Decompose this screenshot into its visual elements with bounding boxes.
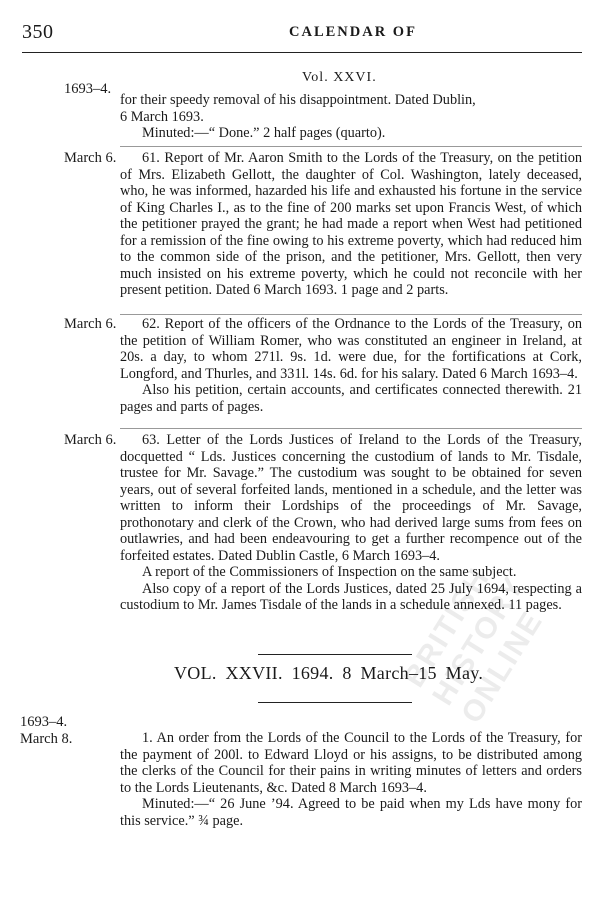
entry-63 — [120, 432, 582, 614]
running-title: CALENDAR OF — [289, 24, 417, 40]
entry-divider — [120, 314, 582, 315]
minuted-note: Minuted:—“ Done.” 2 half pages (quarto). — [142, 125, 386, 141]
margin-year: 1693–4. — [64, 81, 112, 97]
continuation-line: 6 March 1693. — [120, 108, 204, 125]
entry-1-minuted: Minuted:—“ 26 June ’94. Agreed to be paid when my Lds have mony for this service.” ¾ page. — [120, 796, 582, 829]
entry-date: March 6. — [64, 316, 117, 332]
entry-1-text: 1. An order from the Lords of the Council to the Lords of the Treasury, for the payment of 200l. to Edward Lloyd or his assigns, to be distributed among the clerks of the Council for their pains in writing minutes of letters and orders to the Lords Lieutenants, &c. Dated 8 March 1693–4. — [120, 730, 582, 796]
entry-1 — [120, 730, 582, 829]
entry-62-text: 62. Report of the officers of the Ordnance to the Lords of the Treasury, on the petition of William Romer, who was constituted an engineer in Ireland, at 20s. a day, to whom 271l. 9s. 1d. were due, for the fortifications at Cork, Longford, and Thurles, and 331l. 14s. 6d. for his salary. Dated 6 March 1693–4. — [120, 316, 582, 382]
entry-63-extra2: Also copy of a report of the Lords Justices, dated 25 July 1694, respecting a custodium to Mr. James Tisdale of the lands in a schedule annexed. 11 pages. — [120, 580, 582, 613]
volume-heading: VOL. XXVII. 1694. 8 March–15 May. — [174, 663, 484, 683]
entry-divider — [120, 146, 582, 147]
volume-label: Vol. XXVI. — [302, 70, 377, 85]
entry-divider — [120, 428, 582, 429]
continuation-paragraph — [120, 92, 582, 142]
header-rule — [22, 52, 582, 53]
section-rule — [258, 654, 412, 655]
margin-year: 1693–4. — [20, 714, 68, 730]
section-rule — [258, 702, 412, 703]
entry-date: March 6. — [64, 432, 117, 448]
page-number: 350 — [22, 21, 54, 43]
entry-62 — [120, 316, 582, 415]
entry-61: 61. Report of Mr. Aaron Smith to the Lords of the Treasury, on the petition of Mrs. Elizabeth Gellott, the daughter of Col. Washington, lately deceased, who, he was informed, hazarded his life and exhausted his fortune in the service of King Charles I., as to the fine of 200 marks set upon Francis West, of which the petitioner prayed the grant; he had made a report when West had petitioned for a remission of the fine owing to his extreme poverty, which had reduced him to the common side of the prison, and the petitioner, Mrs. Gellott, then very much insisted on his extreme poverty, which he could not reconcile with her present petition. Dated 6 March 1693. 1 page and 2 parts. — [120, 150, 582, 298]
watermark: BRITISH HISTORY ONLINE — [397, 561, 550, 730]
entry-63-text: 63. Letter of the Lords Justices of Ireland to the Lords of the Treasury, docquetted “ Lds. Justices concerning the custodium of lands to Mr. Tisdale, trustee for Mr. Savage.” The custodium was sought to be obtained for seven years, out of several forfeited lands, mentioned in a schedule, and the letter was written to inform their Lordships of the proceedings of Mr. Savage, prothonotary and clerk of the Crown, who had derived large sums from fees on outlawries, and had been endeavouring to get a further recompence out of the forfeited estates. Dated Dublin Castle, 6 March 1693–4. — [120, 432, 582, 564]
entry-62-extra: Also his petition, certain accounts, and certificates connected therewith. 21 pages and parts of pages. — [120, 382, 582, 415]
entry-date: March 8. — [20, 731, 73, 747]
entry-63-extra: A report of the Commissioners of Inspection on the same subject. — [142, 564, 517, 580]
entry-date: March 6. — [64, 150, 117, 166]
continuation-line: for their speedy removal of his disappointment. Dated Dublin, — [120, 92, 476, 108]
